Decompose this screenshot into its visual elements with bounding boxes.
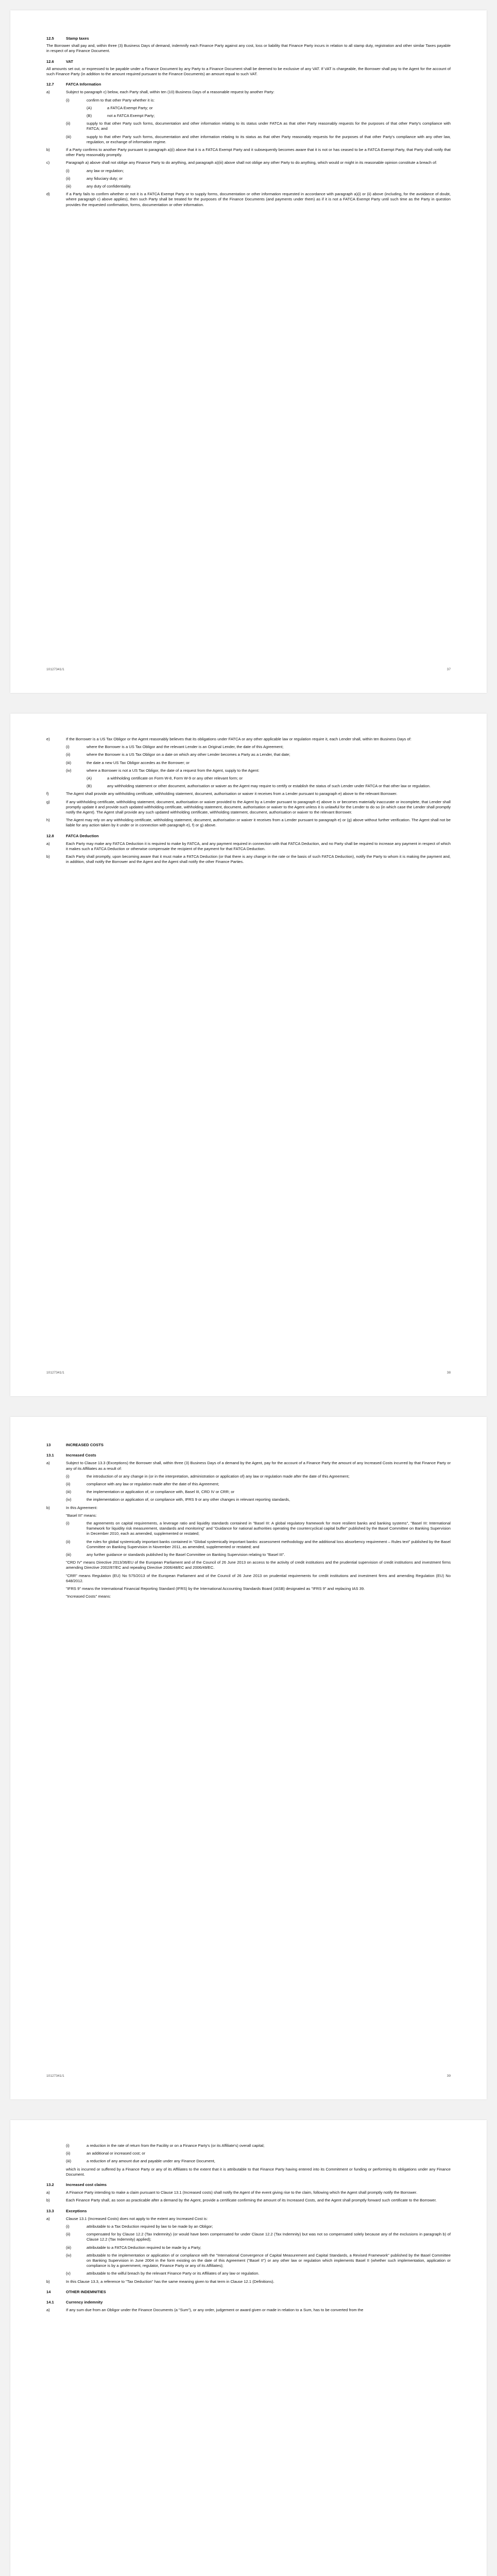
clause-item	[46, 737, 451, 742]
clause-text: a withholding certificate on Form W-8, Form W-9 or any other relevant form; or	[107, 776, 243, 781]
clause-text: A Finance Party intending to make a claim pursuant to Clause 13.1 (Increased costs) shall notify the Agent of the event giving rise to the claim, following which the Agent shall promptly notify the Borrower.	[66, 2190, 418, 2195]
section-title: Stamp taxes	[66, 36, 89, 41]
paragraph: The Borrower shall pay and, within three (3) Business Days of demand, indemnify each Finance Party against any cost, loss or liability that Finance Party incurs in relation to all stamp duty, registration and other similar Taxes payable in respect of any Finance Document.	[46, 43, 451, 54]
clause-text: Subject to Clause 13.3 (Exceptions) the Borrower shall, within three (3) Business Days of a demand by the Agent, pay for the account of a Finance Party the amount of any Increased Costs incurred by that Finance Party or any of its Affiliates as a result of:	[66, 1461, 451, 1471]
clause-text: any further guidance or standards published by the Basel Committee on Banking Supervision relating to "Basel III".	[87, 1552, 285, 1557]
clause-sub	[66, 2245, 451, 2250]
clause-text: Paragraph a) above shall not oblige any Finance Party to do anything, and paragraph a)(iii) above shall not oblige any other Party to do anything, which would or might in its reasonable opinion constitute a breach of:	[66, 160, 437, 165]
clause-label: (iii)	[66, 184, 72, 189]
indented-paragraph: "CRD IV" means Directive 2013/36/EU of the European Parliament and of the Council of 26 June 2013 on access to the activity of credit institutions and the prudential supervision of credit institutions and investment firms amending Directive 2002/87/EC and repealing Directive 2006/48/EC and 2006/49/EC.	[66, 1560, 451, 1570]
clause-label: (iii)	[66, 760, 72, 765]
footer-reference: 10127341/1	[46, 2074, 64, 2078]
clause-label: a)	[46, 2308, 50, 2313]
clause-label: (iv)	[66, 768, 72, 773]
clause-sub	[66, 1539, 451, 1550]
clause-label: (iv)	[66, 2252, 72, 2258]
clause-text: confirm to that other Party whether it is:	[87, 97, 155, 103]
clause-item	[46, 854, 451, 865]
clause-label: b)	[46, 2198, 50, 2203]
clause-text: the implementation or application of, or compliance with, Basel III, CRD IV or CRR; or	[87, 1489, 234, 1495]
clause-label: g)	[46, 799, 50, 804]
section-number: 13.3	[46, 2208, 54, 2213]
section-title: FATCA Deduction	[66, 833, 99, 838]
clause-label: (iii)	[66, 1552, 72, 1557]
clause-label: f)	[46, 791, 49, 796]
clause-label: (ii)	[66, 752, 71, 757]
clause-text: the date a new US Tax Obligor accedes as the Borrower; or	[87, 760, 190, 765]
clause-label: b)	[46, 854, 50, 859]
clause-text: If a Party fails to confirm whether or not it is a FATCA Exempt Party or to supply forms, documentation or other information requested in accordance with paragraph a)(i) or (ii) above (including, for the avoidance of doubt, where paragraph c) above applies), then such Party shall be treated for the purposes of the Finance Documents (and payments under them) as if it is not a FATCA Exempt Party until such time as the Party in question provides the requested confirmation, forms, documentation or other information.	[66, 192, 451, 207]
clause-item	[46, 841, 451, 852]
clause-label: (ii)	[66, 1482, 71, 1487]
clause-label: (i)	[66, 1473, 70, 1479]
clause-subsub	[87, 784, 451, 789]
clause-text: attributable to a Tax Deduction required by law to be made by an Obligor;	[87, 2224, 213, 2229]
section-heading	[46, 2290, 451, 2295]
clause-text: Each Party may make any FATCA Deduction it is required to make by FATCA, and any payment required in connection with that FATCA Deduction, and no Party shall be required to increase any payment in respect of which it makes such a FATCA Deduction or otherwise compensate the recipient of the payment for that FATCA Deduction.	[66, 841, 451, 852]
clause-label: a)	[46, 2190, 50, 2195]
clause-sub	[66, 1552, 451, 1557]
section-number: 13.1	[46, 1453, 54, 1458]
clause-sub	[66, 752, 451, 757]
clause-sub	[66, 2271, 451, 2276]
clause-text: any withholding statement or other document, authorisation or waiver as the Agent may require to certify or establish the status of such Lender under FATCA or that other law or regulation.	[107, 784, 431, 789]
clause-label: (i)	[66, 97, 70, 103]
clause-item	[46, 192, 451, 208]
clause-text: In this Clause 13.3, a reference to "Tax Deduction" has the same meaning given to that term in Clause 12.1 (Definitions).	[66, 2279, 275, 2284]
clause-item	[46, 800, 451, 816]
clause-sub	[66, 1497, 451, 1502]
clause-sub	[66, 134, 451, 145]
page-footer	[46, 668, 451, 671]
clause-text: an additional or increased cost; or	[87, 2151, 145, 2156]
section-heading	[46, 36, 451, 41]
section-number: 14	[46, 2289, 51, 2294]
clause-label: (ii)	[66, 2151, 71, 2156]
clause-text: any duty of confidentiality.	[87, 184, 131, 189]
clause-label: b)	[46, 1505, 50, 1510]
clause-label: (B)	[87, 113, 92, 118]
clause-text: The Agent shall provide any withholding certificate, withholding statement, document, authorisation or waiver it receives from a Lender pursuant to paragraph e) above to the relevant Borrower.	[66, 791, 398, 796]
page-content	[46, 734, 451, 868]
section-heading	[46, 2182, 451, 2188]
section-heading	[46, 2300, 451, 2305]
page-content	[46, 1437, 451, 1602]
clause-label: (ii)	[66, 176, 71, 181]
clause-text: a FATCA Exempt Party; or	[107, 105, 153, 110]
page-content	[46, 31, 451, 210]
document-page	[10, 10, 487, 693]
section-title: FATCA Information	[66, 82, 101, 87]
indented-paragraph: "CRR" means Regulation (EU) No 575/2013 of the European Parliament and of the Council of 26 June 2013 on prudential requirements for credit institutions and investment firms and amending Regulation (EU) No 648/2012.	[66, 1573, 451, 1583]
clause-sub	[66, 1521, 451, 1537]
clause-text: a reduction of any amount due and payable under any Finance Document,	[87, 2159, 215, 2164]
page-footer	[46, 2074, 451, 2078]
clause-text: not a FATCA Exempt Party;	[107, 113, 155, 118]
section-title: Currency indemnity	[66, 2300, 103, 2305]
clause-item	[46, 1461, 451, 1471]
clause-subsub	[87, 106, 451, 111]
clause-text: where the Borrower is a US Tax Obligor and the relevant Lender is an Original Lender, the date of this Agreement;	[87, 744, 284, 750]
clause-label: (i)	[66, 744, 70, 750]
clause-label: b)	[46, 2279, 50, 2284]
section-title: Increased Costs	[66, 1453, 96, 1458]
footer-reference: 10127341/1	[46, 668, 64, 671]
section-heading	[46, 59, 451, 64]
section-title: INCREASED COSTS	[66, 1443, 104, 1447]
page-number: 37	[447, 668, 451, 671]
clause-label: (A)	[87, 105, 92, 110]
clause-sub	[66, 2151, 451, 2156]
paragraph: All amounts set out, or expressed to be payable under a Finance Document by any Party to a Finance Document shall be deemed to be exclusive of any VAT. If VAT is chargeable, the Borrower shall pay to the Agent for the account of such Finance Party (in addition to the amount required pursuant to the Finance Documents) an amount equal to such VAT.	[46, 66, 451, 77]
clause-text: any law or regulation;	[87, 168, 124, 173]
clause-text: If the Borrower is a US Tax Obligor or the Agent reasonably believes that its obligations under FATCA or any other applicable law or regulation require it, each Lender shall, within ten Business Days of:	[66, 737, 412, 741]
section-title: VAT	[66, 59, 74, 64]
clause-label: (ii)	[66, 1539, 71, 1544]
clause-text: Clause 13.1 (Increased Costs) does not apply to the extent any Increased Cost is:	[66, 2216, 208, 2221]
section-number: 14.1	[46, 2300, 54, 2305]
clause-label: (i)	[66, 2143, 70, 2148]
section-heading	[46, 1453, 451, 1458]
document-page	[10, 2120, 487, 2576]
clause-label: (B)	[87, 784, 92, 789]
section-number: 13.2	[46, 2182, 54, 2188]
clause-sub	[66, 2224, 451, 2229]
section-heading	[46, 1443, 451, 1448]
clause-label: h)	[46, 818, 50, 823]
clause-label: (i)	[66, 2224, 70, 2229]
document-page	[10, 1417, 487, 2099]
clause-sub	[66, 168, 451, 174]
clause-item	[46, 147, 451, 158]
section-number: 12.7	[46, 82, 54, 87]
section-number: 12.6	[46, 59, 54, 64]
section-heading	[46, 2209, 451, 2214]
clause-text: the agreements on capital requirements, a leverage ratio and liquidity standards contained in "Basel III: A global regulatory framework for more resilient banks and banking systems", "Basel III: International framework for liquidity risk measurement, standards and monitoring" and "Guidance for national authorities operating the countercyclical capital buffer" published by the Basel Committee on Banking Supervision in December 2010, each as amended, supplemented or restated;	[87, 1521, 451, 1536]
section-heading	[46, 82, 451, 87]
indented-paragraph: which is incurred or suffered by a Finance Party or any of its Affiliates to the extent that it is attributable to that Finance Party having entered into its Commitment or funding or performing its obligations under any Finance Document.	[66, 2166, 451, 2177]
clause-text: Each Finance Party shall, as soon as practicable after a demand by the Agent, provide a certificate confirming the amount of its Increased Costs, and the Agent shall promptly forward such certificate to the Borrower.	[66, 2198, 437, 2203]
clause-label: c)	[46, 160, 50, 165]
clause-label: (i)	[66, 168, 70, 173]
footer-reference: 10127341/1	[46, 1371, 64, 1375]
clause-sub	[66, 184, 451, 189]
page-number: 38	[447, 1371, 451, 1375]
indented-paragraph: "IFRS 9" means the International Financial Reporting Standard (IFRS) by the International Accounting Standards Board (IASB) designated as "IFRS 9" and replacing IAS 39.	[66, 1586, 365, 1591]
page-content	[46, 2141, 451, 2315]
clause-sub	[66, 1489, 451, 1495]
clause-label: (i)	[66, 1521, 70, 1526]
page-footer	[46, 1371, 451, 1375]
clause-sub	[66, 98, 451, 103]
clause-text: supply to that other Party such forms, documentation and other information relating to its status under FATCA as that other Party reasonably requests for the purposes of that other Party's compliance with FATCA; and	[87, 121, 451, 131]
clause-text: a reduction in the rate of return from the Facility or on a Finance Party's (or its Affiliate's) overall capital;	[87, 2143, 265, 2148]
clause-sub	[66, 176, 451, 181]
clause-sub	[66, 2232, 451, 2242]
clause-text: The Agent may rely on any withholding certificate, withholding statement, document, authorisation or waiver it receives from a Lender pursuant to paragraph e) or (g) above without further verification. The Agent shall not be liable for any action taken by it under or in connection with paragraph e), f) or g) above.	[66, 818, 451, 828]
clause-text: If any withholding certificate, withholding statement, document, authorisation or waiver provided to the Agent by a Lender pursuant to paragraph e) above is or becomes materially inaccurate or incomplete, that Lender shall promptly update it and provide such updated withholding certificate, withholding statement, document, authorisation or waiver to the Agent unless it is unlawful for the Lender to do so (in which case the Lender shall promptly notify the Agent). The Agent shall provide any such updated withholding certificate, withholding statement, document, authorisation or waiver to the relevant Borrower.	[66, 799, 451, 815]
clause-label: b)	[46, 147, 50, 152]
clause-item	[46, 2198, 451, 2203]
clause-sub	[66, 2253, 451, 2269]
indented-paragraph: "Increased Costs" means:	[66, 1594, 111, 1599]
clause-label: a)	[46, 1461, 50, 1466]
clause-label: e)	[46, 737, 50, 741]
clause-text: attributable to the implementation or application of or compliance with the "International Convergence of Capital Measurement and Capital Standards, a Revised Framework" published by the Basel Committee on Banking Supervision in June 2004 in the form existing on the date of this Agreement ("Basel II") or any other law or regulation which implements Basel II (whether such implementation, application or compliance is by a government, regulator, Finance Party or any of its Affiliates);	[87, 2252, 451, 2268]
section-number: 12.5	[46, 36, 54, 41]
clause-item	[46, 90, 451, 95]
document-page	[10, 714, 487, 1396]
clause-text: attributable to a FATCA Deduction required to be made by a Party;	[87, 2245, 201, 2250]
clause-item	[46, 791, 451, 796]
clause-item	[46, 2190, 451, 2195]
clause-label: (iv)	[66, 1497, 72, 1502]
clause-subsub	[87, 113, 451, 118]
clause-label: a)	[46, 2216, 50, 2221]
clause-text: compensated for by Clause 12.2 (Tax Indemnity) (or would have been compensated for under Clause 12.2 (Tax Indemnity) but was not so compensated solely because any of the exclusions in paragraph b) of Clause 12.2 (Tax Indemnity) applied);	[87, 2232, 451, 2242]
clause-label: d)	[46, 192, 50, 197]
clause-label: (v)	[66, 2271, 71, 2276]
clause-sub	[66, 1474, 451, 1479]
clause-sub	[66, 744, 451, 750]
clause-text: attributable to the wilful breach by the relevant Finance Party or its Affiliates of any law or regulation.	[87, 2271, 260, 2276]
clause-item	[46, 818, 451, 828]
clause-label: (iii)	[66, 2159, 72, 2164]
clause-subsub	[87, 776, 451, 781]
clause-sub	[66, 2159, 451, 2164]
clause-label: (iii)	[66, 134, 72, 139]
clause-item	[46, 1505, 451, 1511]
clause-sub	[66, 1482, 451, 1487]
clause-label: a)	[46, 841, 50, 846]
clause-sub	[66, 2143, 451, 2148]
clause-text: where the Borrower is a US Tax Obligor on a date on which any other Lender becomes a Party as a Lender, that date;	[87, 752, 290, 757]
clause-item	[46, 160, 451, 165]
indented-paragraph: "Basel III" means:	[66, 1513, 97, 1518]
clause-text: any fiduciary duty; or	[87, 176, 123, 181]
section-title: Exceptions	[66, 2208, 87, 2213]
clause-label: a)	[46, 90, 50, 95]
clause-item	[46, 2216, 451, 2222]
clause-text: Each Party shall promptly, upon becoming aware that it must make a FATCA Deduction (or that there is any change in the rate or the basis of such FATCA Deduction), notify the Party to whom it is making the payment and, in addition, shall notify the Borrower and the Agent and the Agent shall notify the other Finance Parties.	[66, 854, 451, 865]
clause-text: supply to that other Party such forms, documentation and other information relating to its status as that other Party reasonably requests for the purposes of that other Party's compliance with any other law, regulation, or exchange of information regime.	[87, 134, 451, 144]
clause-label: (iii)	[66, 1489, 72, 1495]
clause-text: Subject to paragraph c) below, each Party shall, within ten (10) Business Days of a reasonable request by another Party:	[66, 90, 275, 95]
page-number: 39	[447, 2074, 451, 2078]
clause-text: compliance with any law or regulation made after the date of this Agreement;	[87, 1482, 219, 1487]
clause-text: If any sum due from an Obligor under the Finance Documents (a "Sum"), or any order, judgement or award given or made in relation to a Sum, has to be converted from the	[66, 2308, 364, 2313]
clause-text: the rules for global systemically important banks contained in "Global systemically important banks: assessment methodology and the additional loss absorbency requirement – Rules text" published by the Basel Committee on Banking Supervision in November 2011, as amended, supplemented or restated; and	[87, 1539, 451, 1549]
clause-sub	[66, 768, 451, 773]
clause-sub	[66, 121, 451, 131]
clause-text: the introduction of or any change in (or in the interpretation, administration or application of) any law or regulation made after the date of this Agreement;	[87, 1473, 350, 1479]
clause-item	[46, 2279, 451, 2284]
clause-label: (iii)	[66, 2245, 72, 2250]
clause-text: If a Party confirms to another Party pursuant to paragraph a)(i) above that it is a FATCA Exempt Party and it subsequently becomes aware that it is not or has ceased to be a FATCA Exempt Party, that Party shall notify that other Party reasonably promptly.	[66, 147, 451, 158]
clause-item	[46, 2308, 451, 2313]
section-number: 13	[46, 1443, 51, 1447]
clause-label: (ii)	[66, 2232, 71, 2237]
clause-text: In this Agreement:	[66, 1505, 98, 1510]
section-title: OTHER INDEMNITIES	[66, 2289, 106, 2294]
clause-label: (A)	[87, 776, 92, 781]
section-heading	[46, 834, 451, 839]
section-number: 12.8	[46, 833, 54, 838]
clause-label: (ii)	[66, 121, 71, 126]
clause-text: where a Borrower is not a US Tax Obligor, the date of a request from the Agent, supply to the Agent:	[87, 768, 260, 773]
section-title: Increased cost claims	[66, 2182, 107, 2188]
clause-text: the implementation or application of, or compliance with, IFRS 9 or any other changes in relevant reporting standards,	[87, 1497, 290, 1502]
clause-sub	[66, 760, 451, 766]
